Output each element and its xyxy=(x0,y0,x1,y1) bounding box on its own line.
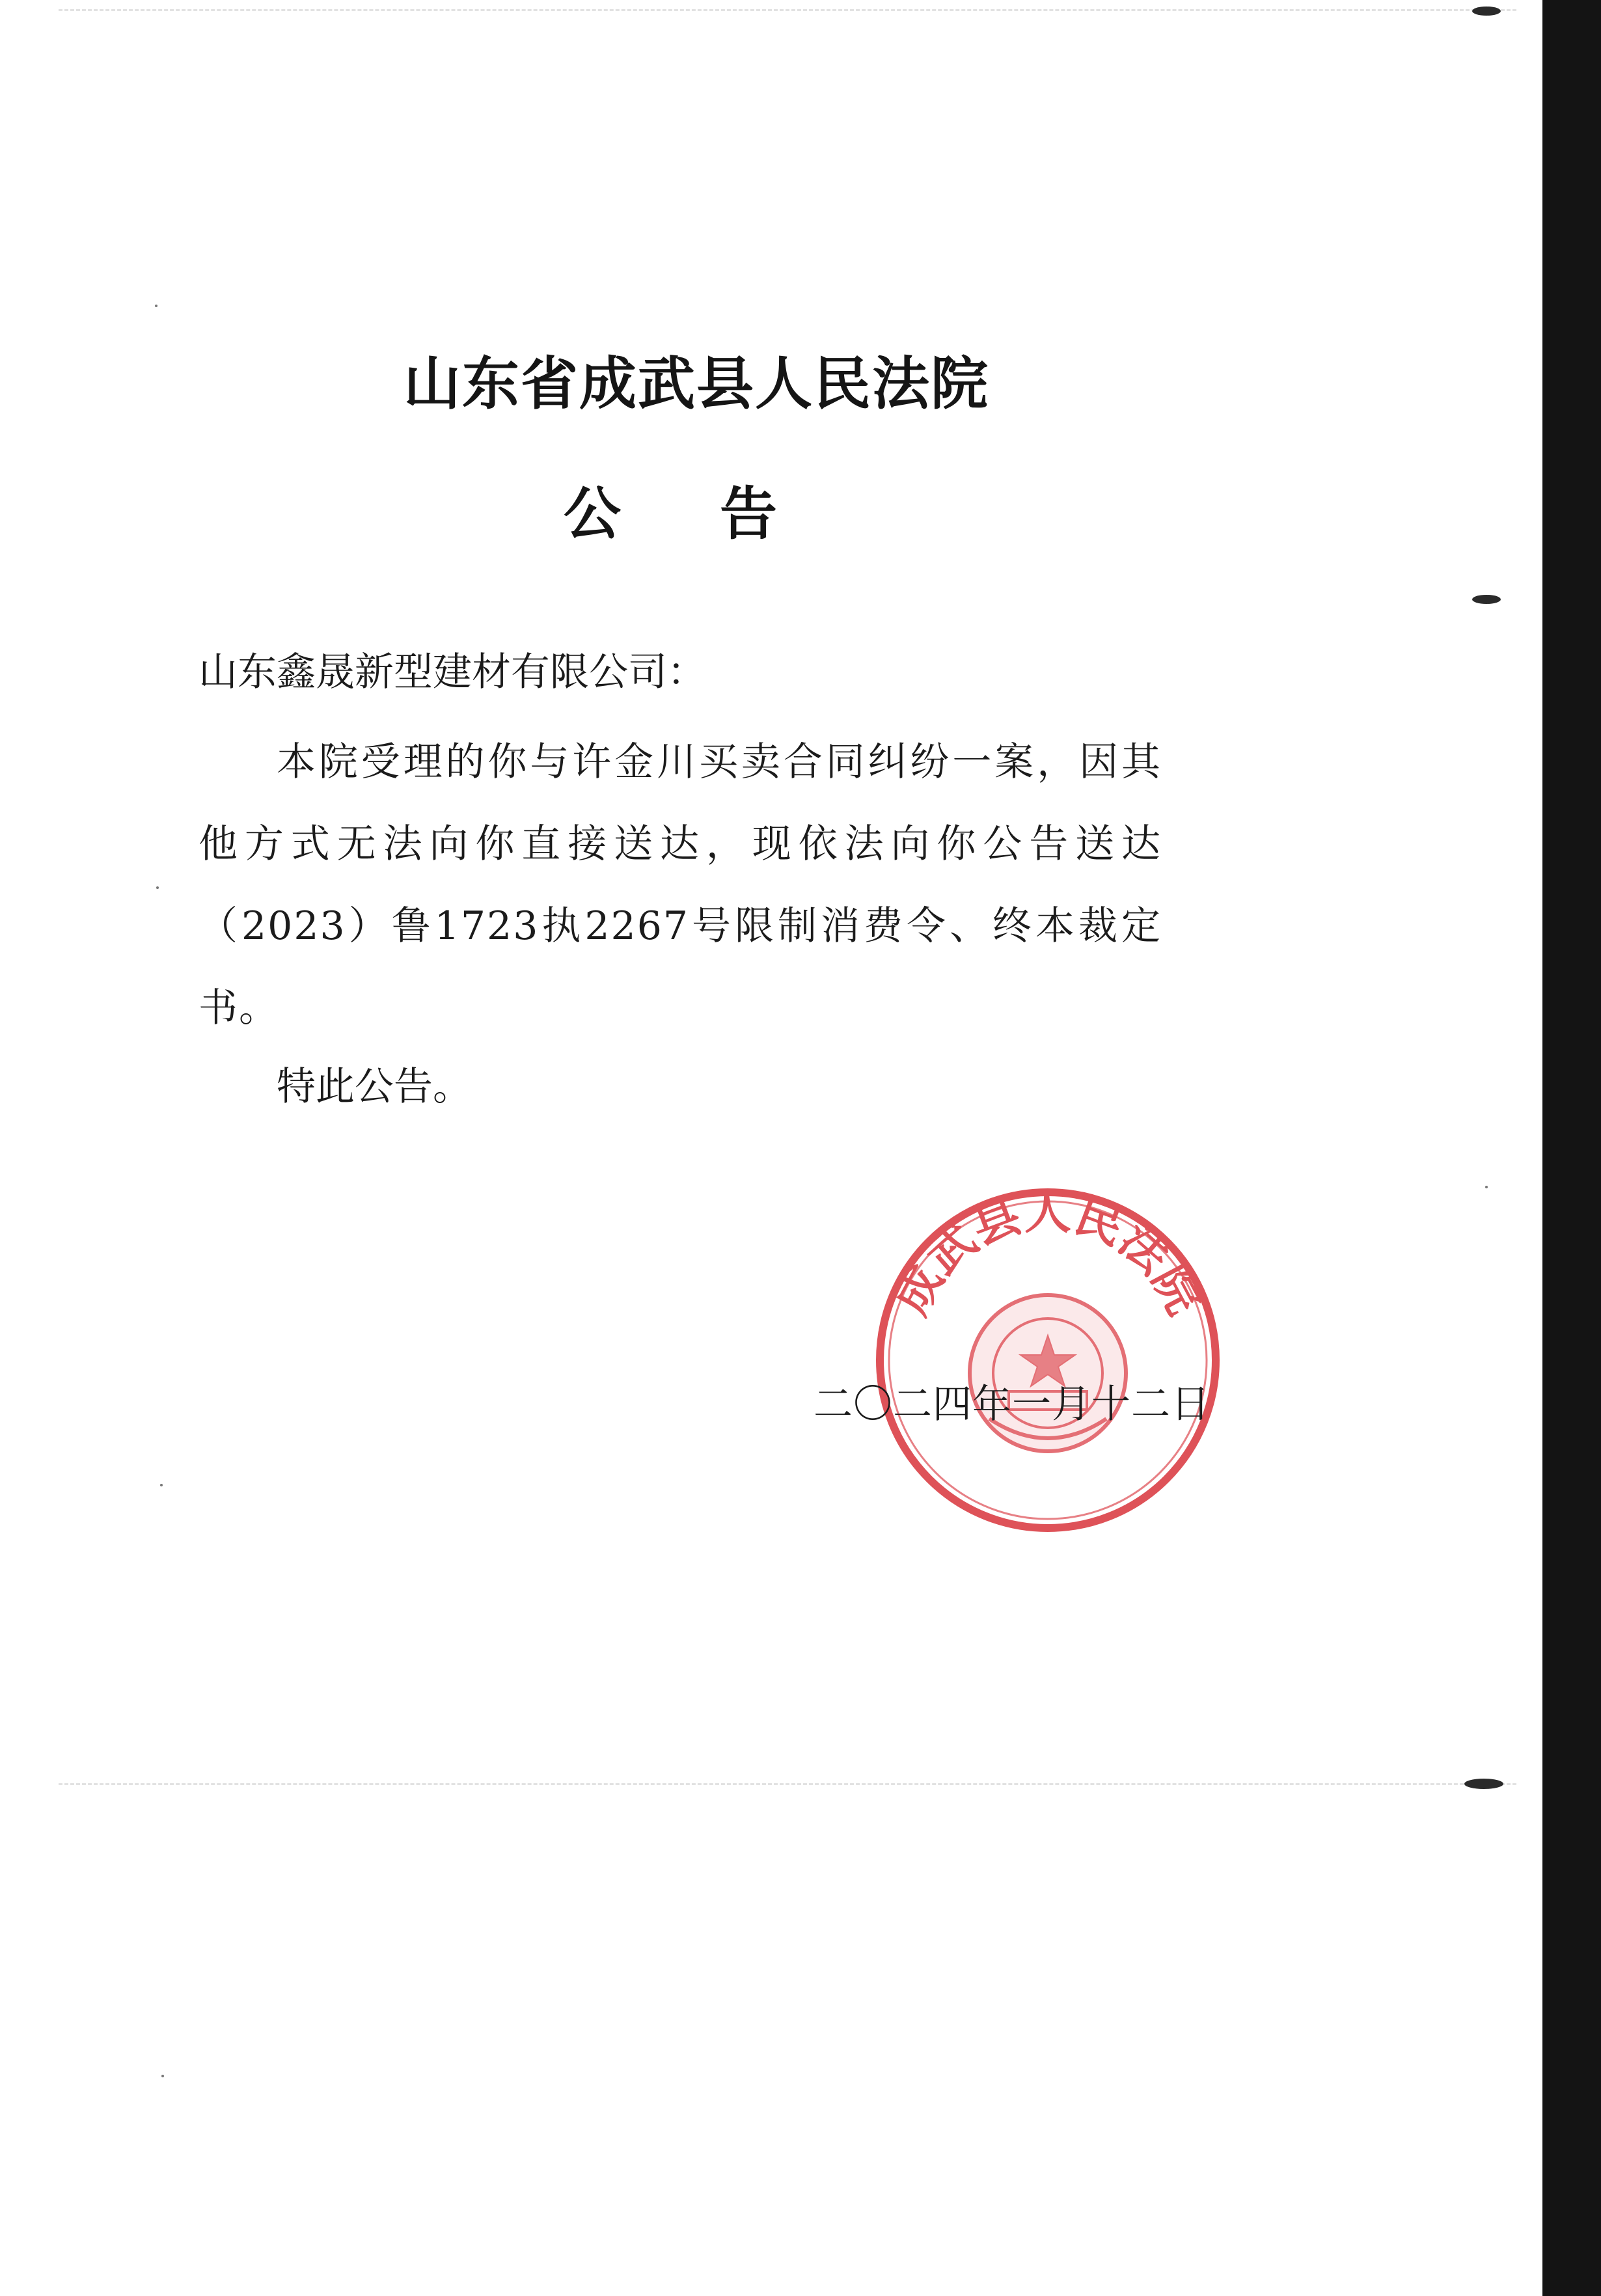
punch-mark xyxy=(1464,1779,1503,1789)
scan-artifact-line xyxy=(59,9,1516,11)
scan-edge xyxy=(1542,0,1601,2296)
announcement-body: 本院受理的你与许金川买卖合同纠纷一案，因其他方式无法向你直接送达，现依法向你公告送达（2023）鲁1723执2267号限制消费令、终本裁定书。 xyxy=(198,739,1162,1031)
closing-line: 特此公告。 xyxy=(277,1064,472,1110)
issue-date: 二〇二四年一月十二日 xyxy=(814,1382,1211,1427)
court-seal-stamp xyxy=(872,1184,1224,1536)
scan-artifact-line xyxy=(59,1783,1516,1785)
seal-lettering: 成武县人民法院 xyxy=(883,1184,1213,1324)
scan-speck xyxy=(156,886,159,889)
announcement-heading xyxy=(560,469,781,551)
scan-speck xyxy=(155,305,157,307)
announcement-heading-char: 告 xyxy=(719,480,777,547)
scan-speck xyxy=(161,2075,164,2077)
addressee: 山东鑫晟新型建材有限公司： xyxy=(198,649,706,695)
scan-speck xyxy=(160,1484,163,1486)
announcement-heading-char: 公 xyxy=(563,480,621,547)
scan-speck xyxy=(1485,1186,1488,1188)
punch-mark xyxy=(1472,7,1501,16)
punch-mark xyxy=(1472,595,1501,604)
court-name-heading: 山东省成武县人民法院 xyxy=(403,349,989,417)
